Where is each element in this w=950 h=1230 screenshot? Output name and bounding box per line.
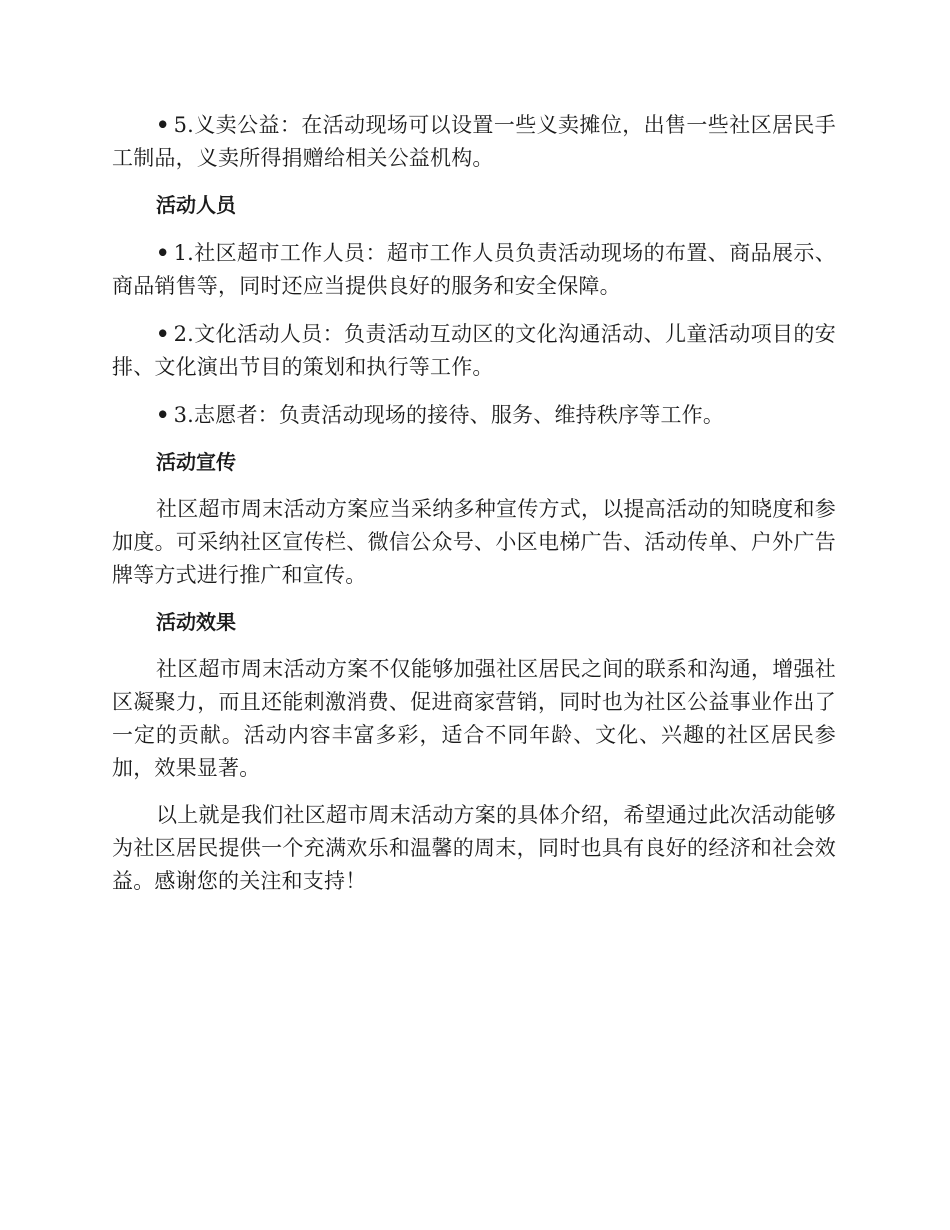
document-body xyxy=(112,108,836,912)
bullet-icon: • xyxy=(156,112,170,137)
paragraph-conclusion: 以上就是我们社区超市周末活动方案的具体介绍，希望通过此次活动能够为社区居民提供一个充满欢乐和温馨的周末，同时也具有良好的经济和社会效益。感谢您的关注和支持！ xyxy=(112,803,836,893)
bullet-item-volunteers xyxy=(112,398,836,432)
bullet-item-supermarket-staff xyxy=(112,236,836,303)
bullet-text: 1.社区超市工作人员：超市工作人员负责活动现场的布置、商品展示、商品销售等，同时还应当提供良好的服务和安全保障。 xyxy=(112,241,836,298)
bullet-text: 5.义卖公益：在活动现场可以设置一些义卖摊位，出售一些社区居民手工制品，义卖所得捐赠给相关公益机构。 xyxy=(112,113,836,170)
bullet-item-charity-sale xyxy=(112,108,836,175)
section-heading-promotion: 活动宣传 xyxy=(156,450,236,474)
bullet-item-culture-staff xyxy=(112,317,836,384)
bullet-text: 2.文化活动人员：负责活动互动区的文化沟通活动、儿童活动项目的安排、文化演出节目的策划和执行等工作。 xyxy=(112,322,836,379)
bullet-icon: • xyxy=(156,240,170,265)
bullet-icon: • xyxy=(156,321,170,346)
section-heading-effect: 活动效果 xyxy=(156,610,236,634)
bullet-icon: • xyxy=(156,402,170,427)
paragraph-effect: 社区超市周末活动方案不仅能够加强社区居民之间的联系和沟通，增强社区凝聚力，而且还能刺激消费、促进商家营销，同时也为社区公益事业作出了一定的贡献。活动内容丰富多彩，适合不同年龄、文化、兴趣的社区居民参加，效果显著。 xyxy=(112,657,836,780)
bullet-text: 3.志愿者：负责活动现场的接待、服务、维持秩序等工作。 xyxy=(173,403,725,427)
paragraph-promotion: 社区超市周末活动方案应当采纳多种宣传方式，以提高活动的知晓度和参加度。可采纳社区宣传栏、微信公众号、小区电梯广告、活动传单、户外广告牌等方式进行推广和宣传。 xyxy=(112,497,836,587)
section-heading-staff: 活动人员 xyxy=(156,193,236,217)
